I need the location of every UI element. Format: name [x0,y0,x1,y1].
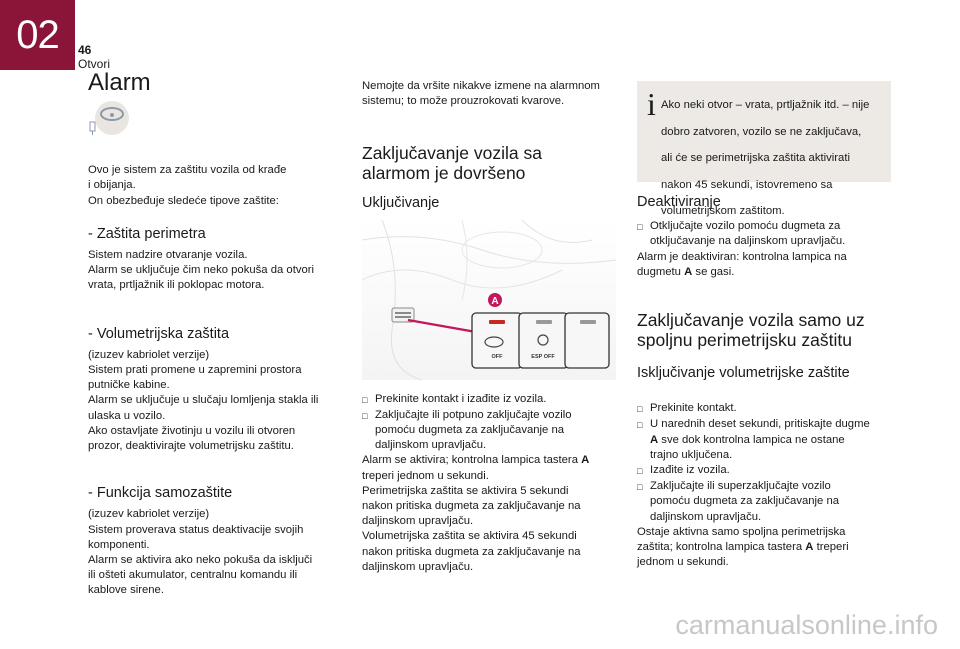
text-line: sistemu; to može prouzrokovati kvarove. [362,95,565,108]
text-line: Perimetrijska zaštita se aktivira 5 sekundi [362,484,569,497]
text-line: pomoću dugmeta za zaključavanje na [650,495,840,508]
alarm-icon-area [88,100,338,150]
text-line: Ostaje aktivna samo spoljna perimetrijska [637,525,846,538]
text-line: Sistem prati promene u zapremini prostora [88,364,302,377]
activation-steps [362,392,624,575]
text-line: daljinskom upravljaču. [375,439,487,452]
text-line [362,453,624,468]
button-a-ref: A [650,433,659,446]
checkbox-icon: □ [637,482,643,493]
dashboard-image [362,220,616,380]
heading-line: spoljnu perimetrijsku zaštitu [637,330,852,351]
bullet-text [650,479,839,525]
text-line: kablove sirene. [88,584,164,597]
off-label: OFF [491,353,503,360]
text-line: jednom u sekundi. [637,556,729,569]
text-line: Alarm se uključuje čim neko pokuša da otvori [88,264,315,277]
text-line: Zaključajte ili superzaključajte vozilo [650,480,831,493]
text-line: ulaska u vozilo. [88,409,166,422]
intro-line: i obijanja. [88,179,136,192]
checkbox-icon: □ [362,410,368,421]
dashboard-buttons-illustration [362,220,616,380]
text-line [637,540,899,555]
text-line [650,433,870,448]
self-protection-text [88,507,338,598]
inline-text: zaštita; kontrolna lampica tastera [637,541,806,554]
intro-line: On obezbeđuje sledeće tipove zaštite: [88,194,279,207]
checkbox-icon: □ [637,466,643,477]
bullet-text [375,408,572,454]
text-line: Alarm se aktivira ako neko pokuša da isključi [88,554,313,567]
text-line: otključavanje na daljinskom upravljaču. [650,235,846,248]
text-line: Nemojte da vršite nikakve izmene na alarmnom [362,80,600,92]
text-line: (izuzev kabriolet verzije) [88,348,210,361]
button-a-ref: A [805,541,814,554]
text-line: nakon pritiska dugmeta za zaključavanje na [362,545,581,558]
inline-text: dugmetu [637,265,685,278]
text-line: komponenti. [88,538,150,551]
alarm-title: Alarm [88,69,151,96]
activation-heading: Uključivanje [362,195,440,212]
inline-text: se gasi. [692,265,735,278]
steering-wheel-icon [88,100,134,140]
deactivation-heading: Deaktiviranje [637,194,721,210]
button-a-ref: A [684,265,693,278]
volumetric-text [88,348,338,454]
text-line: ali će se perimetrijska zaštita aktivirati [661,152,850,165]
inline-text: sve dok kontrolna lampica ne ostane [658,433,845,446]
checkbox-icon: □ [637,404,643,415]
locking-heading [362,143,624,183]
text-line: Sistem nadzire otvaranje vozila. [88,249,248,262]
text-line: daljinskom upravljaču. [650,510,762,523]
button-a-ref: A [581,454,590,467]
text-line: volumetrijskom zaštitom. [661,205,785,218]
esp-led [536,320,552,324]
column-3 [637,195,899,570]
chapter-number: 02 [16,12,59,57]
bullet-item [362,408,624,454]
info-icon: i [647,86,656,122]
text-line: trajno uključena. [650,448,733,461]
text-line [637,265,899,280]
volumetric-heading: - Volumetrijska zaštita [88,325,230,342]
text-line: ili ošteti akumulator, centralnu komandu ili [88,569,298,582]
column-1 [88,69,338,599]
text-line: nakon pritiska dugmeta za zaključavanje na [362,500,581,513]
perimeter-heading: - Zaštita perimetra [88,225,206,242]
intro-line: Ovo je sistem za zaštitu vozila od krađe [88,164,287,177]
text-line: treperi jednom u sekundi. [362,469,489,482]
bullet-text: Prekinite kontakt i izađite iz vozila. [375,392,547,405]
bullet-item [637,479,899,525]
perimeter-only-heading [637,310,899,350]
volumetric-off-heading: Isključivanje volumetrijske zaštite [637,365,850,382]
checkbox-icon: □ [637,222,643,233]
text-line: Otključajte vozilo pomoću dugmeta za [650,220,841,233]
bullet-item [637,219,899,249]
blank-led [580,320,596,324]
heading-line: Zaključavanje vozila sa [362,143,542,164]
text-line: daljinskom upravljaču. [362,515,474,528]
bullet-text: Prekinite kontakt. [650,402,737,415]
bullet-item [637,417,899,463]
checkbox-icon: □ [362,394,368,405]
text-line: U narednih deset sekundi, pritiskajte dugme [650,418,870,431]
inline-text: treperi [813,541,849,554]
text-line: dobro zatvoren, vozilo se ne zaključava, [661,125,862,138]
text-line: Zaključajte ili potpuno zaključajte vozilo [375,408,572,421]
bullet-text: Izađite iz vozila. [650,464,730,477]
text-line: Volumetrijska zaštita se aktivira 45 sekundi [362,530,577,543]
text-line: pomoću dugmeta za zaključavanje na [375,424,565,437]
heading-line: alarmom je dovršeno [362,163,526,184]
checkbox-icon: □ [637,420,643,431]
volumetric-off-steps [637,401,899,570]
text-line: putničke kabine. [88,379,170,392]
watermark: carmanualsonline.info [675,610,938,640]
text-line: Alarm je deaktiviran: kontrolna lampica na [637,250,847,263]
label-a: A [491,295,499,307]
deactivation-text [637,219,899,280]
esp-off-label: ESP OFF [531,353,555,360]
warning-text [362,79,624,109]
text-line: Alarm se uključuje u slučaju lomljenja stakla ili [88,394,319,407]
bullet-item [637,401,899,417]
perimeter-text [88,248,338,294]
text-line: vrata, prtljažnik ili poklopac motora. [88,279,265,292]
bullet-item [637,463,899,479]
text-line: prozor, deaktivirajte volumetrijsku zaštitu. [88,440,294,453]
chapter-tab [0,0,75,70]
text-line: Ako ostavljate životinju u vozilu ili otvoren [88,424,296,437]
text-line: nakon 45 sekundi, istovremeno sa [661,178,833,191]
text-line: daljinskom upravljaču. [362,560,474,573]
text-line: Ako neki otvor – vrata, prtljažnik itd. – nije [661,99,870,112]
bullet-item [362,392,624,408]
text-line: Sistem proverava status deaktivacije svojih [88,523,304,536]
page-number: 46 [78,43,92,57]
self-protection-heading: - Funkcija samozaštite [88,485,233,502]
alarm-led [489,320,505,324]
inline-text: Alarm se aktivira; kontrolna lampica tastera [362,454,582,467]
column-2 [362,79,624,575]
text-line: (izuzev kabriolet verzije) [88,508,210,521]
section-name: Otvori [78,57,111,71]
heading-line: Zaključavanje vozila samo uz [637,310,865,331]
bullet-text [650,417,870,463]
intro-paragraph [88,163,338,209]
bullet-text [650,219,845,249]
